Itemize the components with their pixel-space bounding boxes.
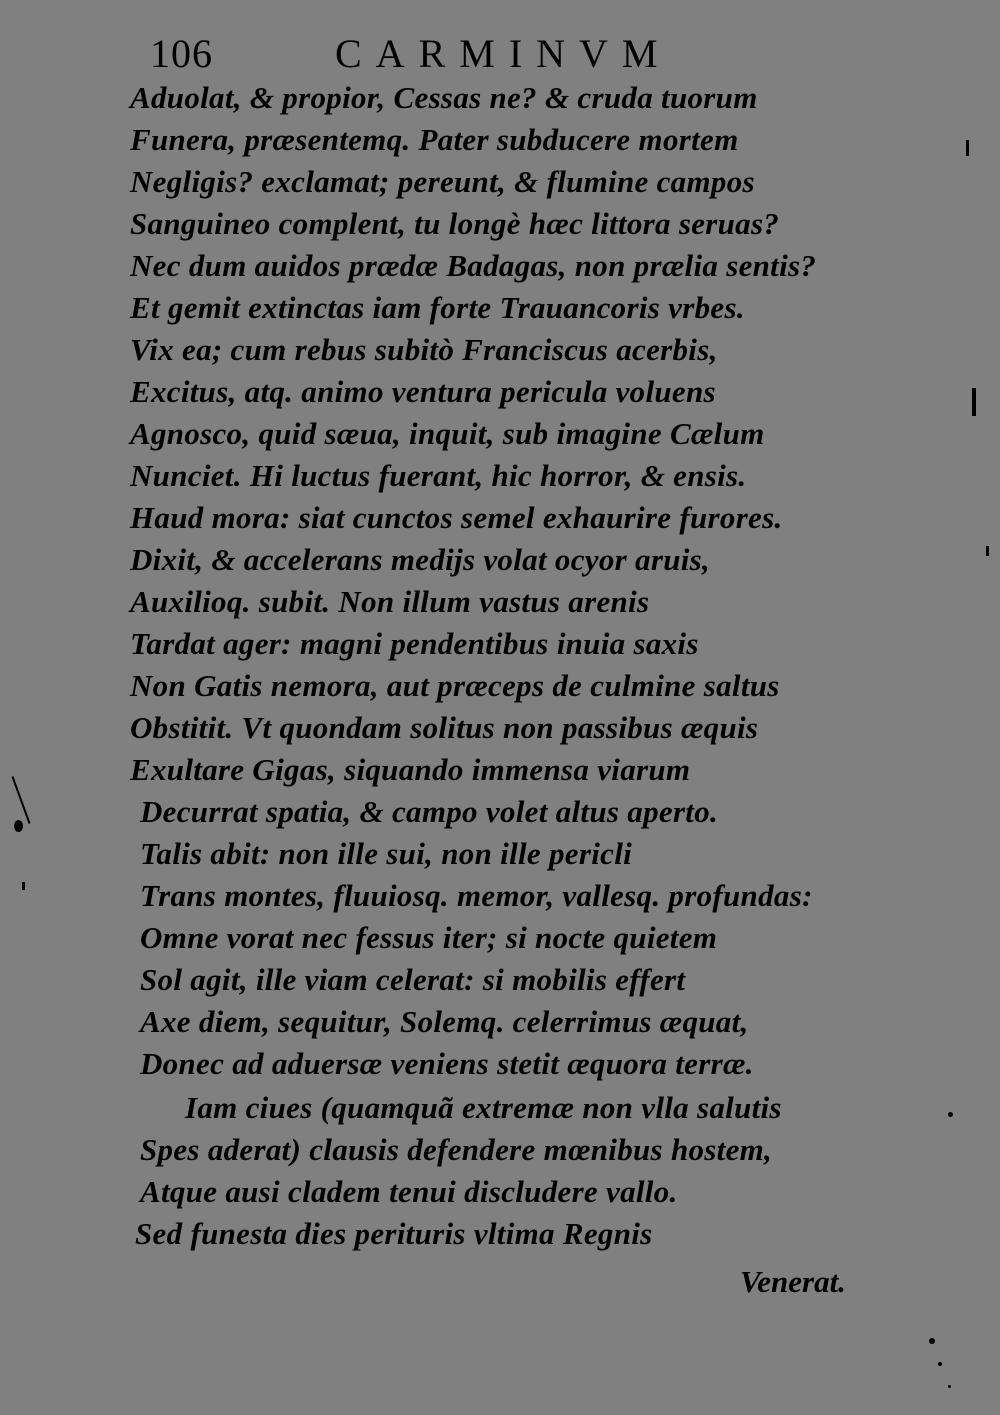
print-speck: [972, 388, 976, 416]
verse-line: Obstitit. Vt quondam solitus non passibus æquis: [130, 710, 759, 745]
verse-line: Negligis? exclamat; pereunt, & flumine campos: [130, 164, 755, 199]
print-speck: [22, 882, 25, 890]
verse-line: Omne vorat nec fessus iter; si nocte quietem: [140, 920, 718, 955]
verse-line: Talis abit: non ille sui, non ille pericli: [140, 836, 633, 871]
verse-line: Vix ea; cum rebus subitò Franciscus acerbis,: [130, 332, 718, 367]
print-speck: [948, 1112, 953, 1117]
print-speck: [986, 546, 989, 556]
verse-line: Excitus, atq. animo ventura pericula voluens: [130, 374, 716, 409]
running-head: CARMINVM: [335, 31, 672, 76]
print-speck: [14, 820, 23, 832]
verse-line: Nunciet. Hi luctus fuerant, hic horror, & ensis.: [130, 458, 747, 493]
verse-line: Decurrat spatia, & campo volet altus aperto.: [140, 794, 719, 829]
print-speck: [966, 140, 969, 156]
print-speck: [948, 1385, 951, 1388]
verse-line: Tardat ager: magni pendentibus inuia saxis: [130, 626, 699, 661]
print-speck: [12, 776, 31, 824]
verse-line: Sol agit, ille viam celerat: si mobilis effert: [140, 962, 686, 997]
verse-line: Atque ausi cladem tenui discludere vallo.: [140, 1174, 678, 1209]
print-speck: [929, 1338, 935, 1344]
verse-line: Funera, præsentemq. Pater subducere mortem: [130, 122, 739, 157]
verse-line: Exultare Gigas, siquando immensa viarum: [130, 752, 691, 787]
verse-line: Trans montes, fluuiosq. memor, vallesq. profundas:: [140, 878, 813, 913]
page-header: [145, 30, 765, 78]
verse-line: Aduolat, & propior, Cessas ne? & cruda tuorum: [130, 80, 758, 115]
verse-line: Iam ciues (quamquã extremæ non vlla salutis: [185, 1090, 782, 1125]
verse-line: Sanguineo complent, tu longè hæc littora seruas?: [130, 206, 780, 241]
verse-line: Donec ad aduersæ veniens stetit æquora terræ.: [140, 1046, 754, 1081]
verse-line: Auxilioq. subit. Non illum vastus arenis: [130, 584, 650, 619]
verse-line: Dixit, & accelerans medijs volat ocyor aruis,: [130, 542, 711, 577]
verse-line: Non Gatis nemora, aut præceps de culmine saltus: [130, 668, 780, 703]
verse-line: Sed funesta dies perituris vltima Regnis: [135, 1216, 653, 1251]
page-number: 106: [150, 31, 213, 76]
verse-line: Nec dum auidos prædæ Badagas, non prælia sentis?: [130, 248, 817, 283]
catchword: Venerat.: [740, 1264, 846, 1299]
verse-line: Et gemit extinctas iam forte Trauancoris vrbes.: [130, 290, 745, 325]
verse-line: Axe diem, sequitur, Solemq. celerrimus æquat,: [140, 1004, 749, 1039]
verse-line: Agnosco, quid sæua, inquit, sub imagine Cælum: [130, 416, 765, 451]
verse-line: Haud mora: siat cunctos semel exhaurire furores.: [130, 500, 783, 535]
print-speck: [938, 1362, 942, 1366]
verse-line: Spes aderat) clausis defendere mœnibus hostem,: [140, 1132, 773, 1167]
